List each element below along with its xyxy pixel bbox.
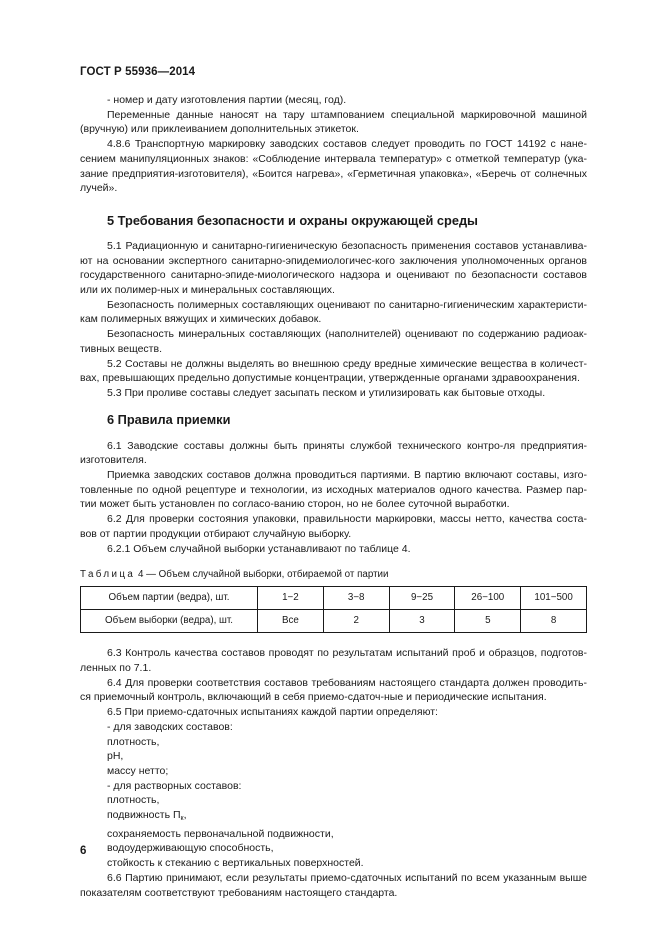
page-number: 6	[80, 845, 87, 857]
list-item: сохраняемость первоначальной подвижности,	[107, 827, 334, 840]
section-5-heading: 5 Требования безопасности и охраны окружающей среды	[107, 212, 478, 228]
paragraph: 6.2.1 Объем случайной выборки устанавливают по таблице 4.	[107, 542, 411, 555]
list-item-mobility	[80, 808, 587, 827]
list-item: водоудерживающую способность,	[107, 842, 274, 855]
list-item: плотность,	[107, 735, 160, 748]
paragraph: 5.1 Радиационную и санитарно-гигиеническую безопасность применения составов устанавлива-ют на основании экспертного санитарно-эпидемиологичес-кого заключения уполномоченных органов государственного санитарно-эпиде-миологического надзора и оценивают по безопасности составов или их полимер-ных и минеральных составляющих.	[80, 239, 587, 297]
paragraph: 5.3 При проливе составы следует засыпать песком и утилизировать как бытовые отходы.	[107, 386, 546, 399]
table-cell: 26−100	[455, 587, 521, 610]
mobility-tail: ,	[183, 809, 187, 822]
page-content	[80, 93, 587, 900]
list-item: массу нетто;	[107, 764, 169, 777]
mobility-label: подвижность П	[107, 809, 181, 822]
paragraph: Безопасность полимерных составляющих оценивают по санитарно-гигиеническим характеристи-кам полимерных вяжущих и химических добавок.	[80, 298, 587, 326]
mobility-subscript: к	[180, 815, 184, 823]
paragraph: - номер и дату изготовления партии (месяц, год).	[107, 94, 347, 106]
section-6-heading: 6 Правила приемки	[107, 411, 231, 427]
table-caption-label: Таблица	[80, 569, 136, 581]
list-item: стойкость к стеканию с вертикальных поверхностей.	[107, 857, 364, 870]
paragraph: 6.2 Для проверки состояния упаковки, правильности маркировки, массы нетто, качества соста-вов от партии продукции отбирают случайную выборку.	[80, 513, 587, 540]
table-row	[81, 587, 587, 610]
paragraph: 6.5 При приемо-сдаточных испытаниях каждой партии определяют:	[107, 706, 438, 719]
table-cell: 1−2	[258, 587, 324, 610]
document-header: ГОСТ Р 55936—2014	[80, 66, 196, 78]
table-cell: 101−500	[521, 587, 587, 610]
table-cell: 9−25	[389, 587, 455, 610]
paragraph: Переменные данные наносят на тару штампованием специальной маркировочной машиной (вручную) или приклеиванием дополнительных этикеток.	[80, 108, 587, 136]
table-cell: 3−8	[323, 587, 389, 610]
paragraph: 6.3 Контроль качества составов проводят по результатам испытаний проб и образцов, подготов-ленных по 7.1.	[80, 647, 587, 674]
sample-size-table	[80, 586, 587, 633]
list-heading: - для растворных составов:	[107, 779, 242, 792]
paragraph: 6.6 Партию принимают, если результаты приемо-сдаточных испытаний по всем указанным выше показателям соответствуют требованиям настоящего стандарта.	[80, 871, 587, 899]
paragraph: 6.1 Заводские составы должны быть приняты службой технического контро-ля предприятия-изготовителя.	[80, 439, 587, 467]
table-cell: 3	[389, 610, 455, 633]
paragraph: 6.4 Для проверки соответствия составов требованиям настоящего стандарта должен проводить-ся приемочный контроль, включающий в себя приемо-сдаточ-ные и периодические испытания.	[80, 676, 587, 704]
paragraph: Безопасность минеральных составляющих (наполнителей) оценивают по содержанию радиоак-тивных веществ.	[80, 328, 587, 355]
table-row-label: Объем партии (ведра), шт.	[81, 587, 258, 610]
paragraph: 4.8.6 Транспортную маркировку заводских составов следует проводить по ГОСТ 14192 с нане-сением манипуляционных знаков: «Соблюдение интервала температур» с отметкой температур (ука-зание предприятия-изготовителя), «Боится нагрева», «Герметичная упаковка», «Беречь от солнечных лучей».	[80, 138, 587, 195]
table-row-label: Объем выборки (ведра), шт.	[81, 610, 258, 633]
table-caption	[80, 568, 587, 582]
list-heading: - для заводских составов:	[107, 720, 233, 733]
table-cell: 2	[323, 610, 389, 633]
paragraph: 5.2 Составы не должны выделять во внешнюю среду вредные химические вещества в количест-вах, превышающих предельно допустимые концентрации, утвержденные органами здравоохранения.	[80, 357, 587, 385]
table-cell: 5	[455, 610, 521, 633]
table-cell: 8	[521, 610, 587, 633]
table-caption-text: 4 — Объем случайной выборки, отбираемой от партии	[135, 569, 389, 581]
table-row	[81, 610, 587, 633]
table-cell: Все	[258, 610, 324, 633]
list-item: pH,	[107, 750, 124, 763]
list-item: плотность,	[107, 794, 160, 807]
paragraph: Приемка заводских составов должна проводиться партиями. В партию включают составы, изго-товленные по одной рецептуре и технологии, из исходных материалов одного качества. Размер пар-тии может быть установлен по согласо-ванию сторон, но не более суточной выработки.	[80, 469, 587, 511]
